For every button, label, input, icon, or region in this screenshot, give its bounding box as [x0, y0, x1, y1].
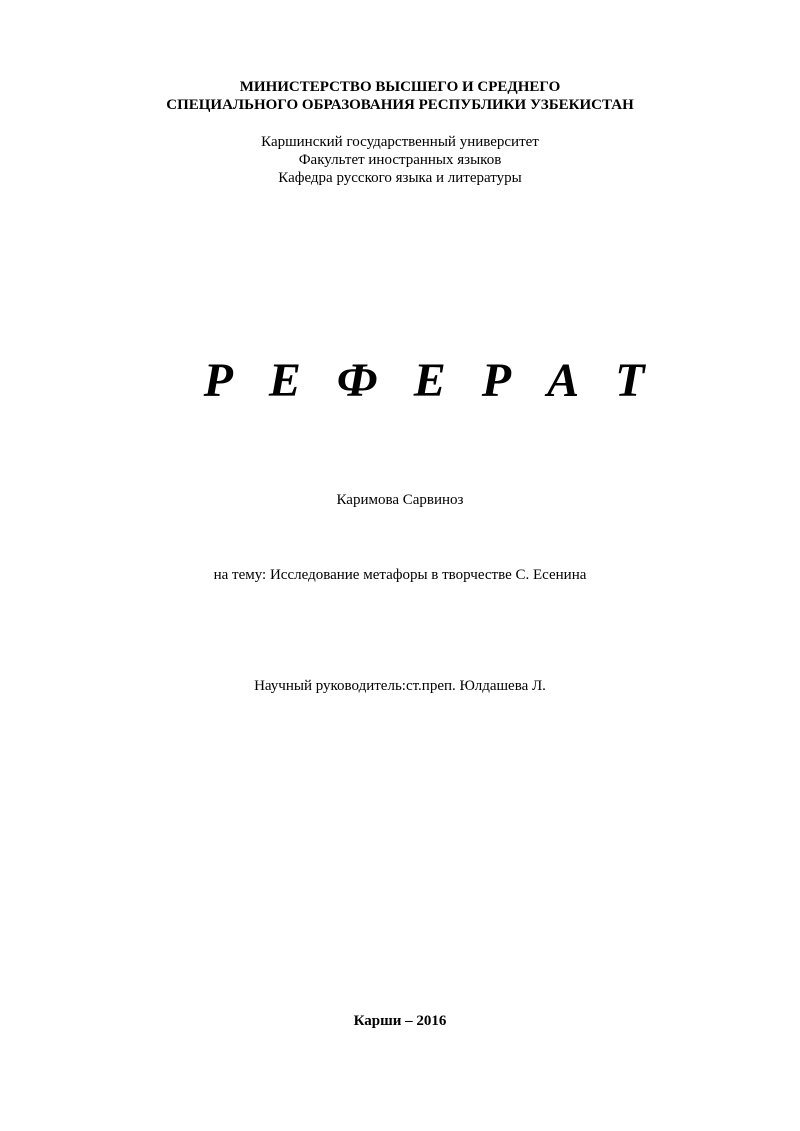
- faculty-name: Факультет иностранных языков: [298, 152, 502, 168]
- supervisor-line: Научный руководитель:ст.преп. Юлдашева Л.: [254, 678, 546, 694]
- document-title: Р Е Ф Е Р А Т: [203, 354, 657, 407]
- ministry-line-1: МИНИСТЕРСТВО ВЫСШЕГО И СРЕДНЕГО: [239, 79, 561, 95]
- place-year: Карши – 2016: [353, 1013, 447, 1029]
- ministry-heading: [0, 78, 800, 114]
- university-name: Каршинский государственный университет: [261, 134, 539, 150]
- ministry-line-2: СПЕЦИАЛЬНОГО ОБРАЗОВАНИЯ РЕСПУБЛИКИ УЗБЕКИСТАН: [166, 97, 634, 113]
- topic-line: на тему: Исследование метафоры в творчестве С. Есенина: [213, 567, 587, 583]
- department-name: Кафедра русского языка и литературы: [278, 170, 522, 186]
- institution-block: [0, 133, 800, 187]
- author-name: Каримова Сарвиноз: [336, 492, 464, 508]
